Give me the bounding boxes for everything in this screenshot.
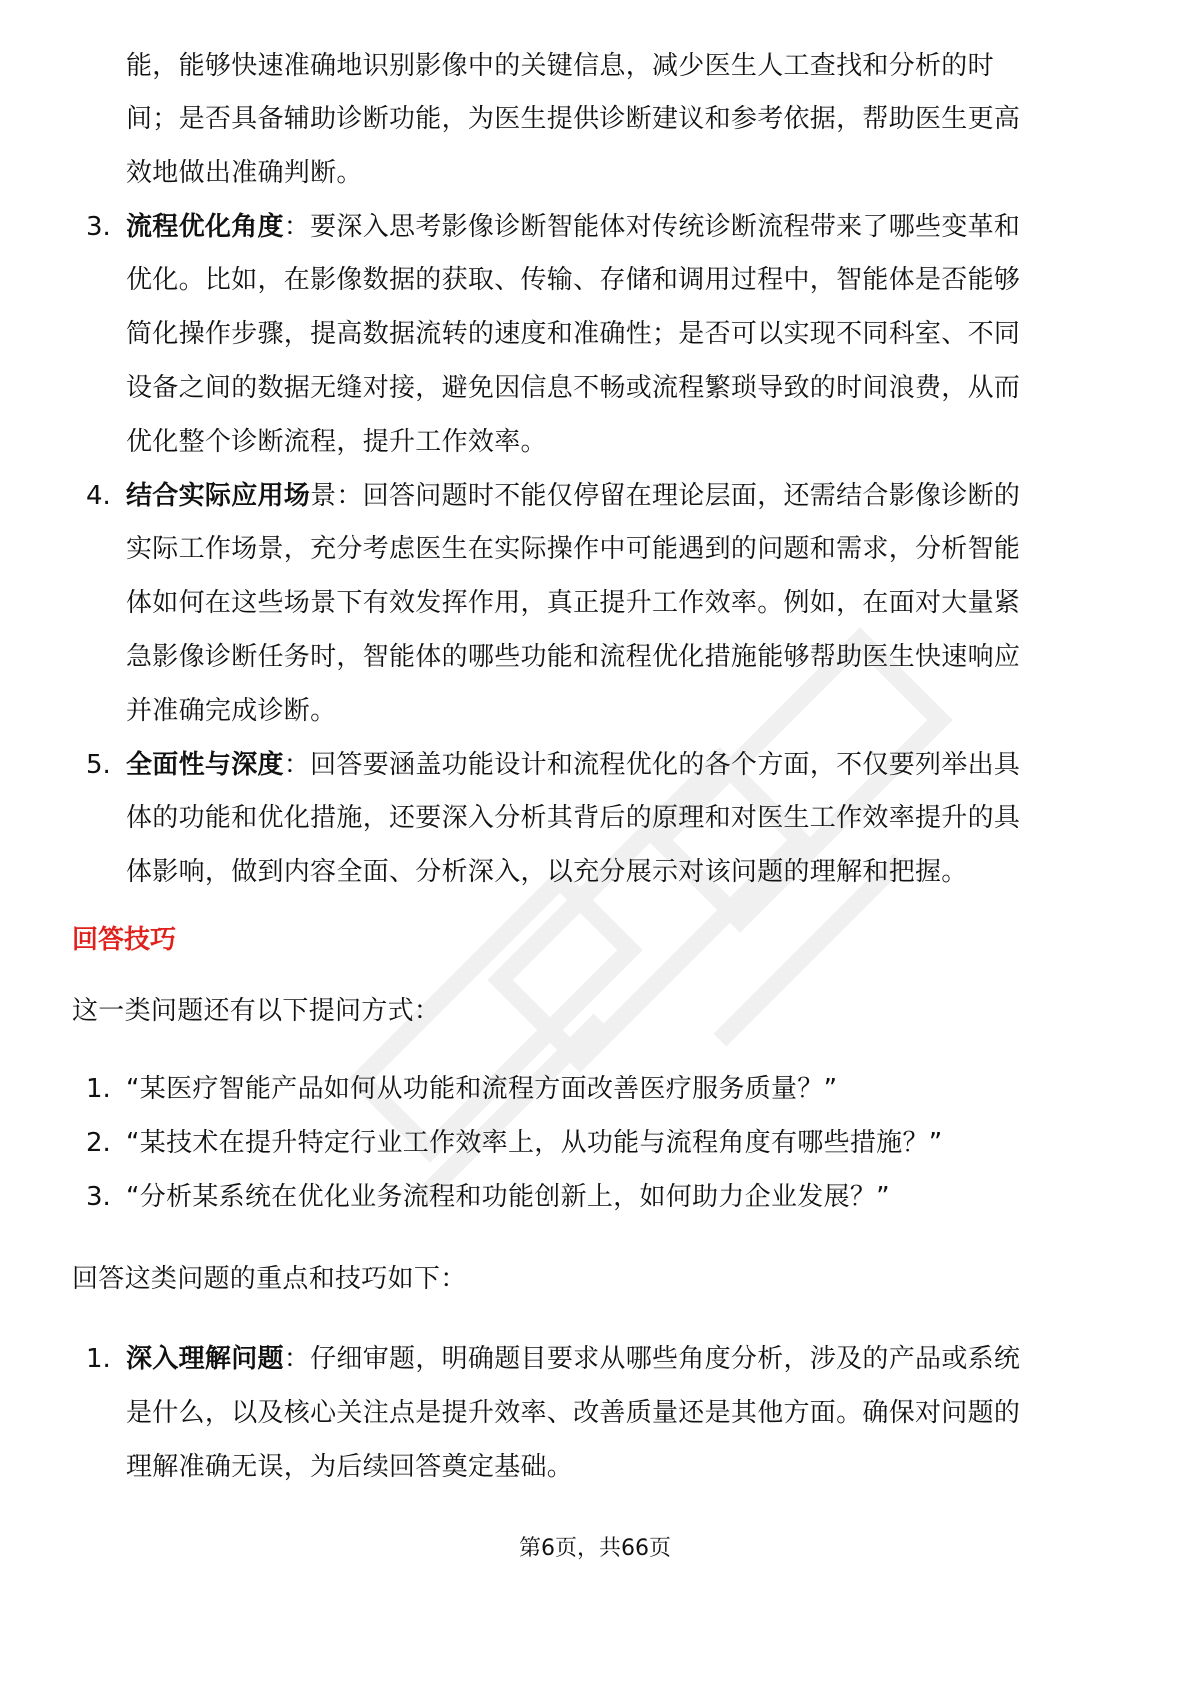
- list-item-text: ：回答要涵盖功能设计和流程优化的各个方面，不仅要列举出具: [283, 750, 1021, 780]
- list-item-title: 深入理解问题: [126, 1344, 284, 1374]
- list-number: 3.: [86, 212, 111, 242]
- text-line: 是什么，以及核心关注点是提升效率、改善质量还是其他方面。确保对问题的: [126, 1398, 1021, 1428]
- text-line: 间；是否具备辅助诊断功能，为医生提供诊断建议和参考依据，帮助医生更高: [126, 104, 1021, 134]
- list-item-first-line: [126, 747, 1020, 783]
- list-number: 5.: [86, 750, 111, 780]
- text-line: 体影响，做到内容全面、分析深入，以充分展示对该问题的理解和把握。: [126, 857, 968, 887]
- intro-paragraph: 这一类问题还有以下提问方式：: [72, 996, 441, 1026]
- text-line: 体如何在这些场景下有效发挥作用，真正提升工作效率。例如，在面对大量紧: [126, 588, 1021, 618]
- text-line: 体的功能和优化措施，还要深入分析其背后的原理和对医生工作效率提升的具: [126, 803, 1021, 833]
- list-item-title: 全面性与深度: [126, 750, 284, 780]
- list-item-title: 流程优化角度: [126, 212, 284, 242]
- list-item-first-line: [126, 1341, 1020, 1377]
- list-item-text: ：仔细审题，明确题目要求从哪些角度分析，涉及的产品或系统: [283, 1344, 1021, 1374]
- list-number: 3.: [86, 1182, 111, 1212]
- list-number: 1.: [86, 1074, 111, 1104]
- list-item-text: 景：回答问题时不能仅停留在理论层面，还需结合影像诊断的: [310, 481, 1021, 511]
- text-line: 优化整个诊断流程，提升工作效率。: [126, 427, 547, 457]
- question-item: “分析某系统在优化业务流程和功能创新上，如何助力企业发展？”: [126, 1182, 890, 1212]
- list-number: 2.: [86, 1128, 111, 1158]
- list-item-first-line: [126, 209, 1020, 245]
- text-line: 急影像诊断任务时，智能体的哪些功能和流程优化措施能够帮助医生快速响应: [126, 642, 1021, 672]
- text-line: 实际工作场景，充分考虑医生在实际操作中可能遇到的问题和需求，分析智能: [126, 534, 1021, 564]
- text-line: 能，能够快速准确地识别影像中的关键信息，减少医生人工查找和分析的时: [126, 51, 994, 81]
- text-line: 理解准确无误，为后续回答奠定基础。: [126, 1452, 574, 1482]
- section-heading: 回答技巧: [72, 925, 177, 955]
- text-line: 优化。比如，在影像数据的获取、传输、存储和调用过程中，智能体是否能够: [126, 265, 1021, 295]
- page-footer: 第6页，共66页: [519, 1536, 671, 1561]
- text-line: 效地做出准确判断。: [126, 158, 363, 188]
- text-line: 设备之间的数据无缝对接，避免因信息不畅或流程繁琐导致的时间浪费，从而: [126, 373, 1021, 403]
- list-number: 4.: [86, 481, 111, 511]
- question-item: “某医疗智能产品如何从功能和流程方面改善医疗服务质量？”: [126, 1074, 838, 1104]
- text-line: 简化操作步骤，提高数据流转的速度和准确性；是否可以实现不同科室、不同: [126, 319, 1021, 349]
- text-line: 并准确完成诊断。: [126, 696, 337, 726]
- list-item-title: 结合实际应用场: [126, 481, 311, 511]
- tips-intro-paragraph: 回答这类问题的重点和技巧如下：: [72, 1264, 467, 1294]
- question-item: “某技术在提升特定行业工作效率上，从功能与流程角度有哪些措施？”: [126, 1128, 943, 1158]
- list-item-text: ：要深入思考影像诊断智能体对传统诊断流程带来了哪些变革和: [283, 212, 1021, 242]
- list-item-first-line: [126, 478, 1020, 514]
- list-number: 1.: [86, 1344, 111, 1374]
